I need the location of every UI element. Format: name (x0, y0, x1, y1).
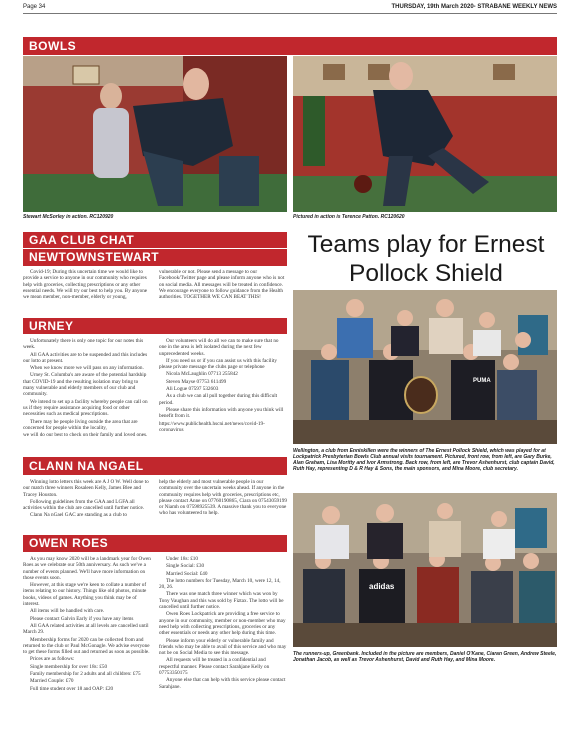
gaa-section-title: GAA CLUB CHAT (23, 232, 287, 248)
clann-section-title: CLANN NA NGAEL (23, 457, 287, 475)
owen-roes-article: As you may know 2020 will be a landmark year for Owen Roes as we celebrate our 50th anniversary. As such we've a number of events planned. We'll have more information on those events soon. However, at this stage we're keen to collate a number of items relating to our history. Things like old photos, minute books, videos of games. Anything you think may be of interest. All items will be handled with care. Please contact Galvin Early if you have any items All GAA related activities at all levels are cancelled until March 29. Membership forms for 2020 can be collected from and returned to the club or Paul McGonagle. We advise everyone to get these forms filled out and returned as soon as possible. Prices are as follows: Single membership for over 18s: £50 Family membership for 2 adults and all children: £75 Married Couple: £70 Full time student over 18 and OAP: £20 Under 18s: £10 Single Social: £30 Married Social: £40 The lotto numbers for Tuesday, March 10, were 12, 14, 20, 26. There was one match three winner which was won by Tony Vaughan and this was sold by Fiztax. The lotto will be cancelled until further notice. Owen Roes Lockpatrick are providing a free service to anyone in our community, member or non-member who may need help with collecting prescriptions, groceries or any other essentials or needs any other help during this time. Please inform your elderly or vulnerable family and friends who may be able to avail of this service and who may not be on Social Media to see this message. All requests will be treated in a confidential and respectful manner. Please contact Sarahjane Kelly on 07753350175 Anyone else that can help with this service please contact Sarahjane. (23, 556, 287, 692)
bowls-photo-left (23, 56, 287, 212)
bowls-caption-left: Stewart McSorley in action. RC120920 (23, 214, 114, 220)
page-number: Page 34 (23, 4, 46, 10)
runners-up-team-photo (293, 493, 557, 647)
clann-article: Winning lotto letters this week are A J O W. Well done to our match three winners Rosaleen Kelly, James Blee and Tracey Houston. Following guidelines from the GAA and LGFA all activities within the club are cancelled until further notice. Clann Na nGael GAC are standing as a club to help the elderly and most vulnerable people in our community over the uncertain weeks ahead. If anyone in the community requires help with groceries, prescriptions etc, please contact Anne on 07760190865, Ciara on 07543059199 or Niamh on 07598925539. A massive thank you to everyone who has volunteered to help. (23, 479, 287, 519)
winners-team-photo (293, 290, 557, 444)
pollock-headline: Teams play for Ernest Pollock Shield (307, 231, 545, 287)
page-header (23, 4, 557, 14)
dateline: THURSDAY, 19th March 2020- STRABANE WEEKLY NEWS (391, 4, 557, 10)
urney-article: Unfortunately there is only one topic for our notes this week. All GAA activities are to be suspended and this includes our lotto at present. When we know more we will pass on any information. Urney St. Columba's are aware of the potential hardship that COVID-19 and the resulting isolation may bring to many vulnerable and elderly members of our club and community. We intend to set up a facility whereby people can call on us if they require assistance acquiring food or other necessities such as medical prescriptions. There may be people living outside the area that are concerned for people within the locality, we will do our best to check on their family and loved ones. Our volunteers will do all we can to make sure that no one in the area is left isolated during the next few unprecedented weeks. If you need us or if you can assist us with this facility please private message the clubs page or telephone Nicola McLaughlin 07713 255842 Steven Mayse 07753 611499 Ali Logue 07597 532603 As a club we can all pull together during this difficult period. Please share this information with anyone you think will benefit from it. https://www.publichealth.hscni.net/news/covid-19-coronavirus (23, 338, 284, 439)
runners-up-caption: The runners-up, Greenbank. Included in the picture are members, Daniel O'Kane, Ciaran Green, Andrew Steele, Jonathan Jacob, as well as Trevor Ashenhurst, David and Ruth Hay, and Mina Moore. (293, 651, 557, 663)
newtownstewart-title: NEWTOWNSTEWART (23, 249, 287, 266)
bowls-section-title: BOWLS (23, 37, 557, 55)
newtownstewart-article: Covid-19; During this uncertain time we would like to provide a service to anyone in our community who requires help with groceries, collecting prescriptions or any other essential needs. We will try our best to help you. By anyone we mean member, non-member, elderly or young, vulnerable or not. Please send a message to our Facebook/Twitter page and please inform anyone who is not on social media. All messages will be treated in confidence. We encourage everyone to follow guidance from the Health authorities. TOGETHER WE CAN BEAT THIS! (23, 269, 285, 301)
owen-roes-section-title: OWEN ROES (23, 535, 287, 552)
bowls-photo-right (293, 56, 557, 212)
bowls-caption-right: Pictured in action is Terence Patton. RC120620 (293, 214, 405, 220)
puma-shirt-text: PUMA (473, 378, 491, 384)
winners-caption: Wellington, a club from Enniskillen were the winners of The Ernest Pollock Shield, which was played for at Lockpatrick Presbyterian Bowls Club annual visits tournament. Pictured, front row, from left, are Gary Burke, Alan Graham, Lisa Moritty and Ivor Armstrong. Back row, from left, are Trevor Ashenhurst, club captain David, Ruth Hay, representing D & R Hay & Sons, the main sponsors, and Mina Moore, club secretary. (293, 448, 555, 472)
adidas-shirt-text: adidas (369, 582, 395, 591)
urney-section-title: URNEY (23, 318, 287, 334)
